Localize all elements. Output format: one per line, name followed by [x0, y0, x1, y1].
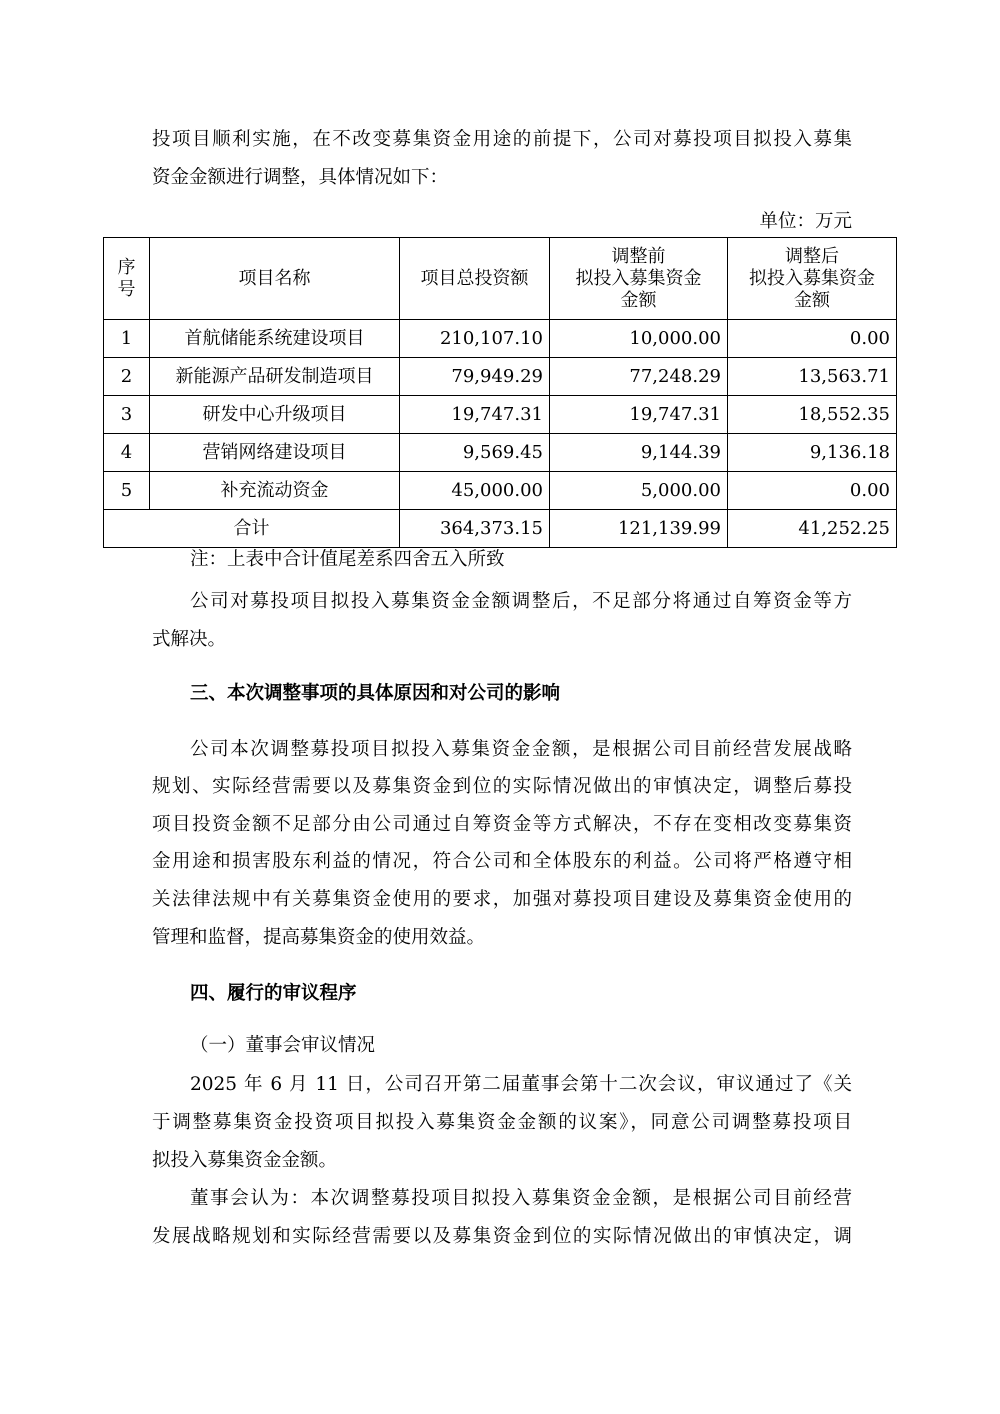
table-header-row [104, 238, 897, 320]
row-total: 79,949.29 [400, 358, 550, 396]
row-seq: 1 [104, 320, 150, 358]
row-seq: 5 [104, 472, 150, 510]
table-row [104, 396, 897, 434]
row-seq: 3 [104, 396, 150, 434]
intro-line-2: 资金金额进行调整，具体情况如下： [152, 167, 449, 188]
section3-line-3: 项目投资金额不足部分由公司通过自筹资金等方式解决，不存在变相改变募集资 [152, 814, 852, 835]
row-after: 13,563.71 [728, 358, 897, 396]
board-para-line-3: 拟投入募集资金金额。 [152, 1150, 338, 1171]
row-before: 10,000.00 [550, 320, 728, 358]
row-before: 77,248.29 [550, 358, 728, 396]
header-seq-line-1: 序 [117, 256, 136, 278]
row-name: 补充流动资金 [150, 472, 400, 510]
row-before: 5,000.00 [550, 472, 728, 510]
row-seq: 2 [104, 358, 150, 396]
row-before: 19,747.31 [550, 396, 728, 434]
para-after-table-line-2: 式解决。 [152, 629, 227, 650]
section3-line-4: 金用途和损害股东利益的情况，符合公司和全体股东的利益。公司将严格遵守相 [152, 851, 852, 872]
section3-line-5: 关法律法规中有关募集资金使用的要求，加强对募投项目建设及募集资金使用的 [152, 889, 852, 910]
header-after-line-3: 金额 [794, 289, 830, 311]
table-note: 注：上表中合计值尾差系四舍五入所致 [190, 549, 505, 570]
row-total: 45,000.00 [400, 472, 550, 510]
header-name: 项目名称 [150, 238, 400, 320]
subsection1-title: （一）董事会审议情况 [190, 1035, 376, 1056]
total-before: 121,139.99 [550, 510, 728, 548]
table-total-row [104, 510, 897, 548]
header-after-line-2: 拟投入募集资金 [749, 267, 875, 289]
row-before: 9,144.39 [550, 434, 728, 472]
header-after-line-1: 调整后 [785, 245, 839, 267]
fund-adjustment-table [103, 237, 897, 548]
total-after: 41,252.25 [728, 510, 897, 548]
table-row [104, 472, 897, 510]
section3-line-2: 规划、实际经营需要以及募集资金到位的实际情况做出的审慎决定，调整后募投 [152, 776, 852, 797]
row-name: 研发中心升级项目 [150, 396, 400, 434]
board-opinion-line-2: 发展战略规划和实际经营需要以及募集资金到位的实际情况做出的审慎决定，调 [152, 1226, 852, 1247]
header-before [550, 238, 728, 320]
header-seq [104, 238, 150, 320]
table-row [104, 358, 897, 396]
header-before-line-2: 拟投入募集资金 [575, 267, 702, 289]
row-total: 210,107.10 [400, 320, 550, 358]
section4-title: 四、履行的审议程序 [190, 983, 357, 1004]
header-before-line-3: 金额 [620, 289, 657, 311]
board-para-line-1: 2025 年 6 月 11 日，公司召开第二届董事会第十二次会议，审议通过了《关 [190, 1074, 852, 1095]
row-total: 19,747.31 [400, 396, 550, 434]
section3-title: 三、本次调整事项的具体原因和对公司的影响 [190, 683, 561, 704]
board-para-line-2: 于调整募集资金投资项目拟投入募集资金金额的议案》，同意公司调整募投项目 [152, 1112, 852, 1133]
unit-label: 单位：万元 [759, 211, 852, 232]
table-row [104, 320, 897, 358]
para-after-table-line-1: 公司对募投项目拟投入募集资金金额调整后，不足部分将通过自筹资金等方 [190, 591, 852, 612]
total-total: 364,373.15 [400, 510, 550, 548]
header-seq-line-2: 号 [117, 278, 136, 300]
section3-line-6: 管理和监督，提高募集资金的使用效益。 [152, 927, 486, 948]
header-total: 项目总投资额 [400, 238, 550, 320]
intro-line-1: 投项目顺利实施，在不改变募集资金用途的前提下，公司对募投项目拟投入募集 [152, 129, 852, 150]
board-opinion-line-1: 董事会认为：本次调整募投项目拟投入募集资金金额，是根据公司目前经营 [190, 1188, 852, 1209]
total-label: 合计 [104, 510, 400, 548]
row-after: 0.00 [728, 472, 897, 510]
row-name: 新能源产品研发制造项目 [150, 358, 400, 396]
row-name: 首航储能系统建设项目 [150, 320, 400, 358]
table-row [104, 434, 897, 472]
header-before-line-1: 调整前 [611, 245, 666, 267]
row-seq: 4 [104, 434, 150, 472]
row-after: 0.00 [728, 320, 897, 358]
section3-line-1: 公司本次调整募投项目拟投入募集资金金额，是根据公司目前经营发展战略 [190, 739, 852, 760]
row-name: 营销网络建设项目 [150, 434, 400, 472]
header-after [728, 238, 897, 320]
row-total: 9,569.45 [400, 434, 550, 472]
row-after: 18,552.35 [728, 396, 897, 434]
row-after: 9,136.18 [728, 434, 897, 472]
